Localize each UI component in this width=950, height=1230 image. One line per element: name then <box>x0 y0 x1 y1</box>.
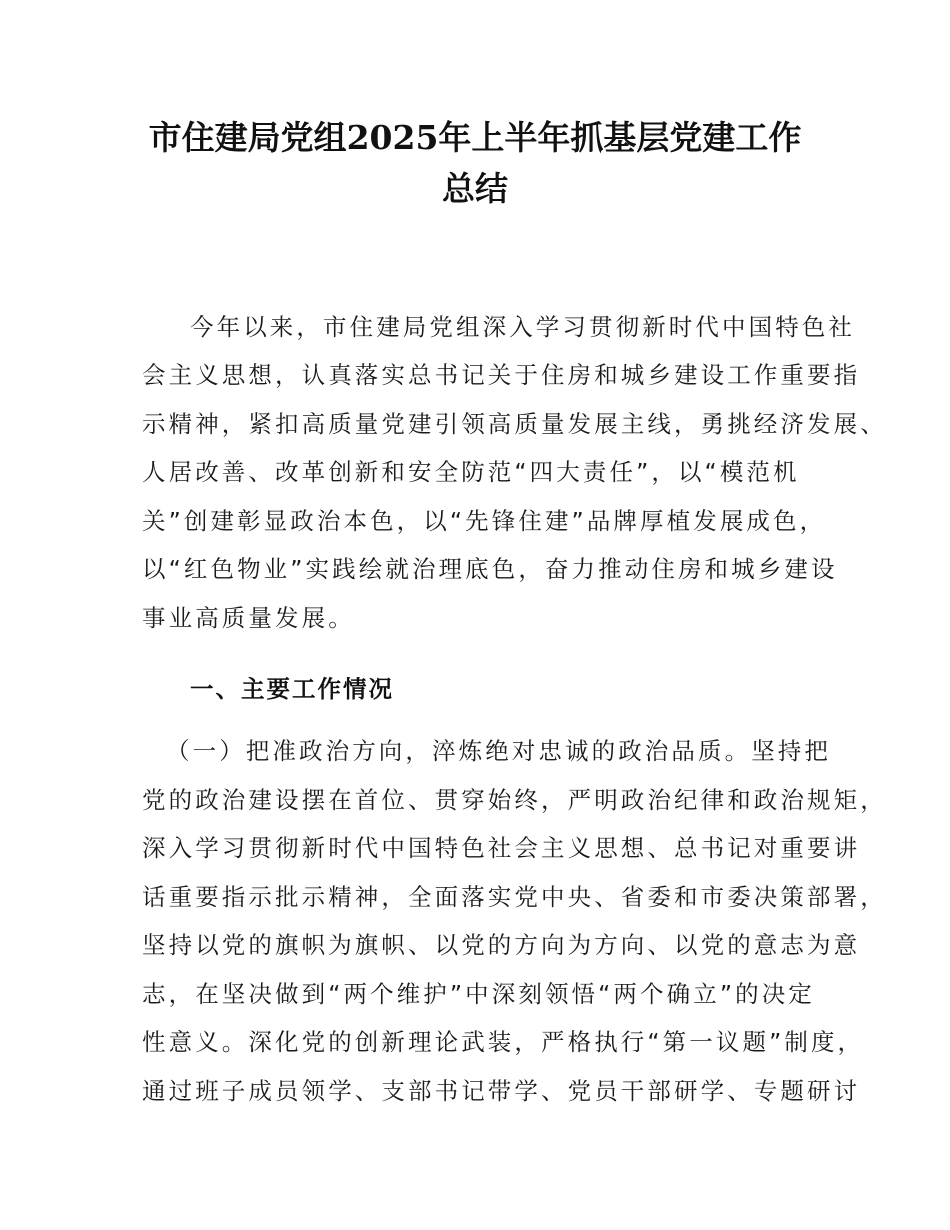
paragraph-2-line-6: 志，在坚决做到“两个维护”中深刻领悟“两个确立”的决定 <box>142 980 815 1008</box>
title-line-1: 市住建局党组2025年上半年抓基层党建工作 <box>148 118 802 157</box>
paragraph-2-line-1: （一）把准政治方向，淬炼绝对忠诚的政治品质。坚持把 <box>166 737 831 765</box>
paragraph-1-line-1: 今年以来，市住建局党组深入学习贯彻新时代中国特色社 <box>190 313 855 341</box>
section-1-heading: 一、主要工作情况 <box>190 675 394 703</box>
paragraph-1-line-5: 关”创建彰显政治本色，以“先锋住建”品牌厚植发展成色， <box>142 507 827 535</box>
paragraph-2-line-2: 党的政治建设摆在首位、贯穿始终，严明政治纪律和政治规矩， <box>142 786 887 814</box>
paragraph-1-line-2: 会主义思想，认真落实总书记关于住房和城乡建设工作重要指 <box>142 361 861 389</box>
paragraph-1-line-7: 事业高质量发展。 <box>142 604 355 632</box>
paragraph-2-line-4: 话重要指示批示精神，全面落实党中央、省委和市委决策部署， <box>142 883 887 911</box>
document-title <box>0 112 950 214</box>
paragraph-1-line-6: 以“红色物业”实践绘就治理底色，奋力推动住房和城乡建设 <box>142 555 838 583</box>
paragraph-2-line-3: 深入学习贯彻新时代中国特色社会主义思想、总书记对重要讲 <box>142 834 861 862</box>
title-line-2: 总结 <box>442 169 508 208</box>
paragraph-2-line-7: 性意义。深化党的创新理论武装，严格执行“第一议题”制度， <box>142 1028 865 1056</box>
paragraph-2-line-8: 通过班子成员领学、支部书记带学、党员干部研学、专题研讨 <box>142 1077 861 1105</box>
paragraph-2-line-5: 坚持以党的旗帜为旗帜、以党的方向为方向、以党的意志为意 <box>142 931 861 959</box>
paragraph-1-line-4: 人居改善、改革创新和安全防范“四大责任”，以“模范机 <box>142 458 800 486</box>
paragraph-1-line-3: 示精神，紧扣高质量党建引领高质量发展主线，勇挑经济发展、 <box>142 410 887 438</box>
